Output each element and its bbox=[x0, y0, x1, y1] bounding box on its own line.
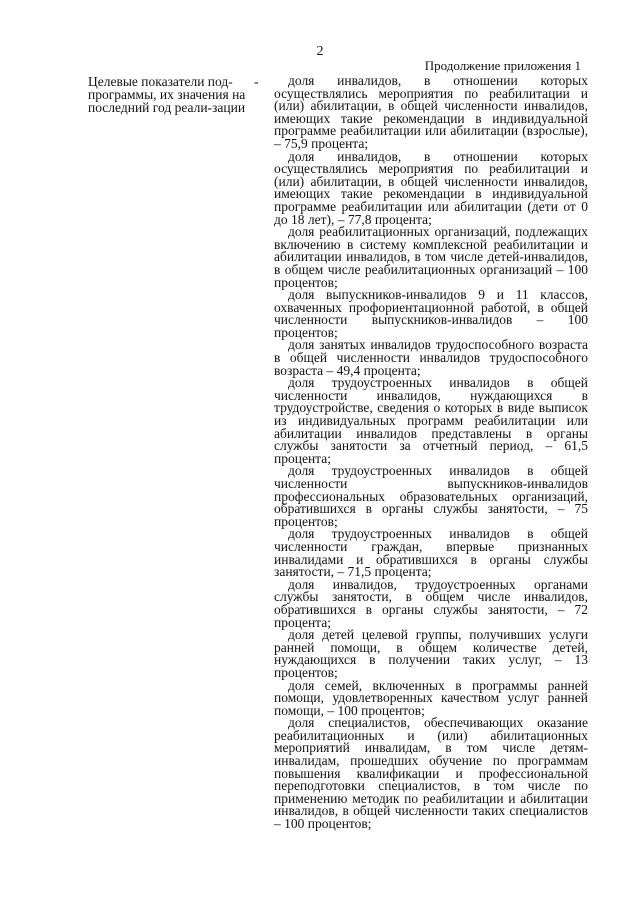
indicator-item: доля семей, включенных в программы ранней помощи, удовлетворенных качеством услуг ранней помощи, – 100 процентов; bbox=[274, 677, 588, 718]
indicator-item: доля специалистов, обеспечивающих оказание реабилитационных и (или) абилитационных мероприятий инвалидам, в том числе детям-инвалидам, прошедших обучение по программам повышения квалификации и профессиональной переподготовки специалистов, в том числе по применению методик по реабилитации и абилитации инвалидов, в общей численности таких специалистов – 100 процентов; bbox=[274, 715, 588, 832]
indicator-item: доля трудоустроенных инвалидов в общей численности выпускников-инвалидов профессиональных образовательных организаций, обратившихся в органы службы занятости, – 75 процентов; bbox=[274, 463, 588, 529]
indicator-item: доля трудоустроенных инвалидов в общей численности граждан, впервые признанных инвалидами и обратившихся в органы службы занятости, – 71,5 процента; bbox=[274, 526, 588, 580]
indicator-item: доля выпускников-инвалидов 9 и 11 классов, охваченных профориентационной работой, в общей численности выпускников-инвалидов – 100 процентов; bbox=[274, 287, 588, 340]
indicator-item: доля реабилитационных организаций, подлежащих включению в систему комплексной реабилитации и абилитации инвалидов, в том числе детей-инвалидов, в общем числе реабилитационных организаций – 100 процентов; bbox=[274, 224, 588, 290]
row-label-dash: - bbox=[254, 74, 259, 89]
row-label-column bbox=[88, 75, 264, 114]
continuation-note: Продолжение приложения 1 bbox=[424, 58, 581, 73]
indicator-item: доля трудоустроенных инвалидов в общей численности инвалидов, нуждающихся в трудоустройстве, сведения о которых в виде выписок из индивидуальных программ реабилитации или абилитации инвалидов представлены в органы службы занятости за отчетный период, – 61,5 процента; bbox=[274, 375, 588, 466]
row-label-text: Целевые показатели под-программы, их значения на последний год реали-зации bbox=[88, 74, 246, 115]
indicator-item: доля детей целевой группы, получивших услуги ранней помощи, в общем количестве детей, нуждающихся в получении таких услуг, – 13 процентов; bbox=[274, 627, 588, 680]
indicator-item: доля занятых инвалидов трудоспособного возраста в общей численности инвалидов трудоспособного возраста – 49,4 процента; bbox=[274, 337, 588, 378]
indicators-list bbox=[274, 75, 588, 831]
indicator-item: доля инвалидов, в отношении которых осуществлялись мероприятия по реабилитации и (или) абилитации, в общей численности инвалидов, имеющих такие рекомендации в индивидуальной программе реабилитации или абилитации (взрослые), – 75,9 процента; bbox=[274, 73, 588, 151]
indicator-item: доля инвалидов, трудоустроенных органами службы занятости, в общем числе инвалидов, обратившихся в органы службы занятости, – 72 процента; bbox=[274, 576, 588, 630]
page-number: 2 bbox=[316, 44, 324, 59]
indicator-item: доля инвалидов, в отношении которых осуществлялись мероприятия по реабилитации и (или) абилитации, в общей численности инвалидов, имеющих такие рекомендации в индивидуальной программе реабилитации или абилитации (дети от 0 до 18 лет), – 77,8 процента; bbox=[274, 148, 588, 227]
